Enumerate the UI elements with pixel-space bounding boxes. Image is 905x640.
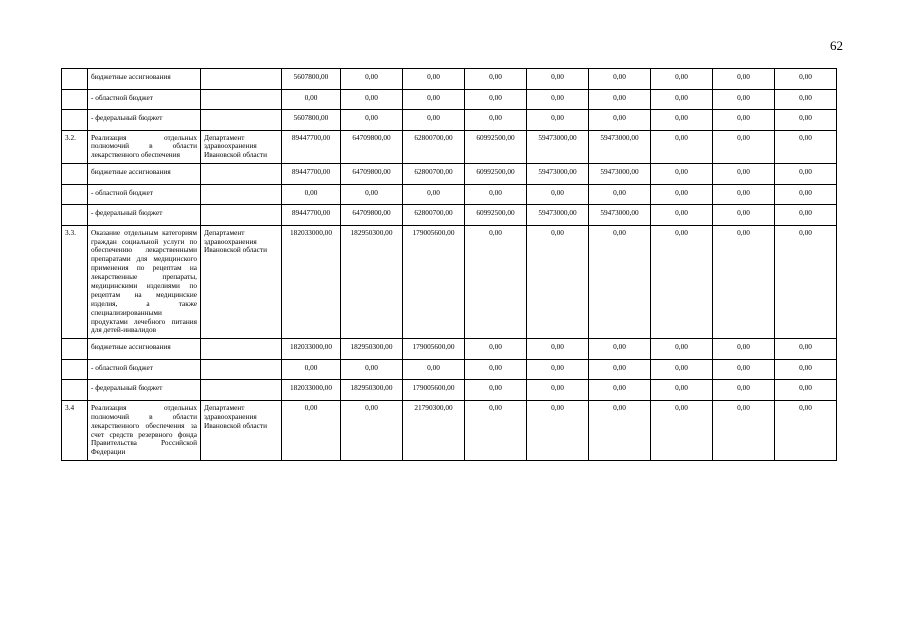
row-name: бюджетные ассигнования	[88, 164, 201, 185]
value-cell: 62800700,00	[403, 164, 465, 185]
value-cell: 0,00	[713, 400, 775, 460]
value-cell: 60992500,00	[465, 164, 527, 185]
table-row	[62, 110, 837, 131]
row-name: - федеральный бюджет	[88, 380, 201, 401]
row-name: - областной бюджет	[88, 89, 201, 110]
value-cell: 0,00	[403, 184, 465, 205]
row-name: бюджетные ассигнования	[88, 339, 201, 360]
row-executor	[201, 89, 282, 110]
value-cell: 0,00	[651, 130, 713, 164]
row-executor	[201, 184, 282, 205]
value-cell: 0,00	[589, 69, 651, 90]
value-cell: 0,00	[465, 69, 527, 90]
table-row	[62, 380, 837, 401]
value-cell: 0,00	[775, 184, 837, 205]
value-cell: 0,00	[775, 69, 837, 90]
row-number	[62, 205, 88, 226]
value-cell: 0,00	[775, 400, 837, 460]
row-executor	[201, 359, 282, 380]
value-cell: 0,00	[282, 89, 341, 110]
row-name: - федеральный бюджет	[88, 110, 201, 131]
row-name: Реализация отдельных полномочий в области лекарственного обеспечения	[88, 130, 201, 164]
value-cell: 0,00	[403, 359, 465, 380]
row-number: 3.4	[62, 400, 88, 460]
row-number	[62, 164, 88, 185]
value-cell: 0,00	[651, 110, 713, 131]
value-cell: 0,00	[775, 130, 837, 164]
value-cell: 64709800,00	[341, 205, 403, 226]
value-cell: 0,00	[465, 225, 527, 339]
value-cell: 0,00	[775, 380, 837, 401]
table-row	[62, 400, 837, 460]
value-cell: 0,00	[589, 359, 651, 380]
value-cell: 0,00	[713, 69, 775, 90]
value-cell: 59473000,00	[589, 130, 651, 164]
value-cell: 5607800,00	[282, 69, 341, 90]
value-cell: 59473000,00	[589, 205, 651, 226]
value-cell: 0,00	[527, 380, 589, 401]
value-cell: 62800700,00	[403, 205, 465, 226]
row-executor	[201, 110, 282, 131]
table-body	[62, 69, 837, 461]
value-cell: 0,00	[282, 400, 341, 460]
value-cell: 0,00	[341, 69, 403, 90]
row-executor: Департамент здравоохранения Ивановской области	[201, 130, 282, 164]
value-cell: 0,00	[465, 359, 527, 380]
value-cell: 0,00	[713, 339, 775, 360]
value-cell: 182033000,00	[282, 380, 341, 401]
value-cell: 64709800,00	[341, 130, 403, 164]
value-cell: 0,00	[465, 400, 527, 460]
row-number	[62, 184, 88, 205]
value-cell: 89447700,00	[282, 164, 341, 185]
value-cell: 89447700,00	[282, 205, 341, 226]
row-executor	[201, 69, 282, 90]
value-cell: 0,00	[403, 110, 465, 131]
value-cell: 0,00	[341, 110, 403, 131]
value-cell: 0,00	[341, 359, 403, 380]
value-cell: 0,00	[713, 184, 775, 205]
value-cell: 0,00	[651, 184, 713, 205]
value-cell: 0,00	[527, 359, 589, 380]
value-cell: 0,00	[713, 89, 775, 110]
value-cell: 0,00	[527, 69, 589, 90]
value-cell: 0,00	[651, 359, 713, 380]
value-cell: 59473000,00	[589, 164, 651, 185]
row-executor	[201, 380, 282, 401]
row-name: бюджетные ассигнования	[88, 69, 201, 90]
value-cell: 59473000,00	[527, 164, 589, 185]
row-executor	[201, 339, 282, 360]
table-row	[62, 130, 837, 164]
row-number: 3.2.	[62, 130, 88, 164]
value-cell: 0,00	[465, 89, 527, 110]
value-cell: 0,00	[651, 400, 713, 460]
value-cell: 0,00	[651, 339, 713, 360]
budget-table	[61, 68, 837, 461]
value-cell: 0,00	[713, 164, 775, 185]
value-cell: 182033000,00	[282, 225, 341, 339]
value-cell: 0,00	[527, 225, 589, 339]
table-row	[62, 339, 837, 360]
value-cell: 182950300,00	[341, 339, 403, 360]
row-number	[62, 359, 88, 380]
value-cell: 0,00	[403, 69, 465, 90]
value-cell: 0,00	[589, 225, 651, 339]
value-cell: 0,00	[651, 225, 713, 339]
value-cell: 59473000,00	[527, 130, 589, 164]
value-cell: 0,00	[775, 359, 837, 380]
value-cell: 0,00	[713, 225, 775, 339]
value-cell: 0,00	[651, 380, 713, 401]
value-cell: 0,00	[527, 184, 589, 205]
row-name: Реализация отдельных полномочий в области лекарственного обеспечения за счет средств резервного фонда Правительства Российской Федерации	[88, 400, 201, 460]
value-cell: 0,00	[651, 89, 713, 110]
value-cell: 0,00	[589, 339, 651, 360]
value-cell: 182950300,00	[341, 380, 403, 401]
value-cell: 0,00	[589, 380, 651, 401]
value-cell: 60992500,00	[465, 130, 527, 164]
row-name: - областной бюджет	[88, 359, 201, 380]
value-cell: 0,00	[775, 89, 837, 110]
value-cell: 0,00	[341, 89, 403, 110]
value-cell: 0,00	[775, 205, 837, 226]
value-cell: 0,00	[775, 164, 837, 185]
row-name: Оказание отдельным категориям граждан социальной услуги по обеспечению лекарственными препаратами для медицинского применения по рецептам на лекарственные препараты, медицинскими изделиями по рецептам на медицинские изделия, а также специализированными продуктами лечебного питания для детей-инвалидов	[88, 225, 201, 339]
value-cell: 0,00	[403, 89, 465, 110]
row-executor	[201, 164, 282, 185]
value-cell: 21790300,00	[403, 400, 465, 460]
value-cell: 89447700,00	[282, 130, 341, 164]
value-cell: 179005600,00	[403, 225, 465, 339]
value-cell: 5607800,00	[282, 110, 341, 131]
row-executor: Департамент здравоохранения Ивановской области	[201, 225, 282, 339]
table-row	[62, 359, 837, 380]
table-row	[62, 89, 837, 110]
value-cell: 0,00	[775, 110, 837, 131]
value-cell: 0,00	[713, 130, 775, 164]
row-name: - областной бюджет	[88, 184, 201, 205]
value-cell: 0,00	[465, 339, 527, 360]
value-cell: 179005600,00	[403, 339, 465, 360]
value-cell: 0,00	[341, 184, 403, 205]
row-executor	[201, 205, 282, 226]
value-cell: 64709800,00	[341, 164, 403, 185]
value-cell: 59473000,00	[527, 205, 589, 226]
value-cell: 0,00	[713, 380, 775, 401]
value-cell: 0,00	[713, 110, 775, 131]
table-row	[62, 164, 837, 185]
row-number	[62, 339, 88, 360]
value-cell: 62800700,00	[403, 130, 465, 164]
row-executor: Департамент здравоохранения Ивановской области	[201, 400, 282, 460]
value-cell: 0,00	[713, 205, 775, 226]
row-number	[62, 89, 88, 110]
value-cell: 0,00	[282, 359, 341, 380]
table-row	[62, 225, 837, 339]
value-cell: 0,00	[651, 205, 713, 226]
value-cell: 0,00	[527, 339, 589, 360]
value-cell: 0,00	[527, 110, 589, 131]
value-cell: 0,00	[651, 164, 713, 185]
value-cell: 0,00	[589, 110, 651, 131]
value-cell: 0,00	[589, 89, 651, 110]
row-number	[62, 110, 88, 131]
table-row	[62, 69, 837, 90]
row-number: 3.3.	[62, 225, 88, 339]
table-row	[62, 184, 837, 205]
value-cell: 0,00	[282, 184, 341, 205]
value-cell: 0,00	[713, 359, 775, 380]
value-cell: 0,00	[775, 339, 837, 360]
value-cell: 0,00	[775, 225, 837, 339]
value-cell: 0,00	[341, 400, 403, 460]
value-cell: 182033000,00	[282, 339, 341, 360]
value-cell: 0,00	[651, 69, 713, 90]
value-cell: 0,00	[527, 89, 589, 110]
page-number: 62	[830, 38, 843, 53]
value-cell: 179005600,00	[403, 380, 465, 401]
value-cell: 0,00	[465, 184, 527, 205]
value-cell: 60992500,00	[465, 205, 527, 226]
table-row	[62, 205, 837, 226]
row-name: - федеральный бюджет	[88, 205, 201, 226]
row-number	[62, 69, 88, 90]
value-cell: 0,00	[589, 184, 651, 205]
row-number	[62, 380, 88, 401]
value-cell: 182950300,00	[341, 225, 403, 339]
value-cell: 0,00	[589, 400, 651, 460]
value-cell: 0,00	[527, 400, 589, 460]
value-cell: 0,00	[465, 110, 527, 131]
value-cell: 0,00	[465, 380, 527, 401]
